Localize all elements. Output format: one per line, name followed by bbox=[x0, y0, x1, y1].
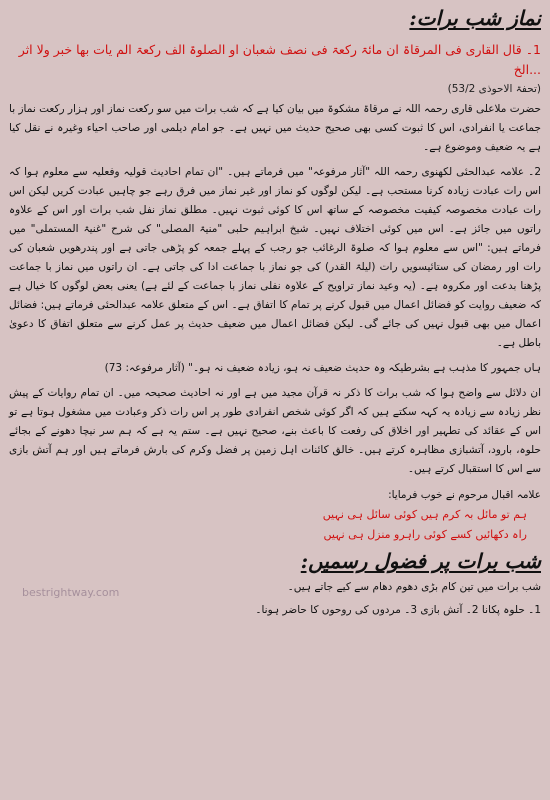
paragraph-mulla-ali-qari: حضرت ملاعلی قاری رحمہ اللہ نے مرقاۃ مشکوۃ میں بیان کیا ہے کہ شب برات میں سو رکعت نماز اور ہزار رکعت نماز با جماعت یا انفرادی، اس کا ثبوت کسی بھی صحیح حدیث میں نہیں ہے۔ جو امام دیلمی اور صاحب احیاء وغیرہ نے نقل کیا ہے یہ ضعیف وموضوع ہے۔ bbox=[9, 103, 541, 153]
citation: (تحفۃ الاحوذی 53/2) bbox=[447, 83, 541, 95]
customs-intro: شب برات میں تین کام بڑی دھوم دھام سے کیے جاتے ہیں۔ bbox=[287, 581, 541, 593]
custom-item: 1۔ حلوہ پکانا bbox=[481, 604, 541, 616]
section-heading-rasmein: شب برات پر فضول رسمیں: bbox=[300, 549, 541, 573]
customs-list bbox=[9, 598, 541, 621]
paragraph-abdul-hai: 2۔ علامہ عبدالحئی لکھنوی رحمہ اللہ "آثار مرفوعہ" میں فرماتے ہیں۔ "ان تمام احادیث قولیہ وفعلیہ سے معلوم ہوا کہ اس رات عبادت زیادہ کرنا مستحب ہے۔ لیکن لوگوں کو نماز اور غیر نماز میں فرق رہے جو چاہیں عبادت کریں لیکن اس رات عبادت مخصوصہ کیفیت مخصوصہ کے ساتھ اس کا کوئی ثبوت نہیں۔ مطلق نماز نفل شب برات اور اس کے علاوہ راتوں میں جائز ہے۔ اس میں کوئی اختلاف نہیں۔ شیخ ابراہیم حلبی "منیۃ المصلی" کی شرح "غنیۃ المستملی" میں فرماتے ہیں: "اس سے معلوم ہوا کہ صلوۃ الرغائب جو رجب کے پہلے جمعہ کو پڑھی جاتی ہے اور پندرھویں شعبان کی رات اور رمضان کی ستائیسویں رات (لیلۃ القدر) کی جو نماز با جماعت ادا کی جاتی ہے۔ ان راتوں میں نماز با جماعت پڑھنا بدعت اور مکروہ ہے۔ (یہ وعید نماز تراویح کے علاوہ نفلی نماز با جماعت کے لئے ہے) یعنی بعض لوگوں کا خیال ہے کہ ضعیف روایت کو فضائل اعمال میں قبول کرنے پر تمام کا اتفاق ہے۔ اس کے متعلق علامہ عبدالحئی فرماتے ہیں: فضائل اعمال میں بھی قبول نہیں کی جائے گی۔ لیکن فضائل اعمال میں ضعیف حدیث پر عمل کرنے سے متعلق اتفاق کا دعویٰ باطل ہے۔ bbox=[9, 166, 541, 349]
poetry-line: ہم تو مائل بہ کرم ہیں کوئی سائل ہی نہیں bbox=[322, 508, 527, 521]
custom-item: 3۔ مردوں کی روحوں کا حاضر ہونا۔ bbox=[255, 604, 418, 616]
iqbal-intro: علامہ اقبال مرحوم نے خوب فرمایا: bbox=[388, 489, 541, 501]
custom-item: 2۔ آتش بازی bbox=[420, 604, 479, 616]
watermark: bestrightway.com bbox=[22, 586, 120, 599]
paragraph-conclusion: ان دلائل سے واضح ہوا کہ شب برات کا ذکر نہ قرآن مجید میں ہے اور نہ احادیث صحیحہ میں۔ ان تمام روایات کے پیش نظر زیادہ سے زیادہ یہ کہہ سکتے ہیں کہ اگر کوئی شخص انفرادی طور پر اس رات ذکر وعبادت میں مشغول ہوتا ہے تو اس کے عقائد کی تطہیر اور اخلاق کی رفعت کا باعث بنے، صحیح نہیں ہے۔ ستم یہ ہے کہ ہم سر نیچا دھونے کے بجائے حلوہ، بارود، آتشبازی مظاہرہ کرتے ہیں۔ خالق کائنات اہل زمین پر فضل وکرم کی بارش فرماتے ہیں اور ہم آتش بازی سے اس کا استقبال کرتے ہیں۔ bbox=[9, 387, 541, 475]
section-heading-namaz: نماز شب برات: bbox=[409, 6, 541, 30]
poetry-line: راہ دکھائیں کسے کوئی راہرو منزل ہی نہیں bbox=[323, 528, 527, 541]
arabic-quote: 1۔ قال القاری فی المرقاۃ ان مائۃ رکعۃ فی نصف شعبان او الصلوۃ الف رکعۃ الم یات بھا خبر ولا اثر ...الخ bbox=[18, 42, 541, 77]
paragraph-jumhoor: ہاں جمہور کا مذہب ہے بشرطیکہ وہ حدیث ضعیف نہ ہو، زیادہ ضعیف نہ ہو۔" (آثار مرفوعہ: 73) bbox=[104, 362, 541, 374]
